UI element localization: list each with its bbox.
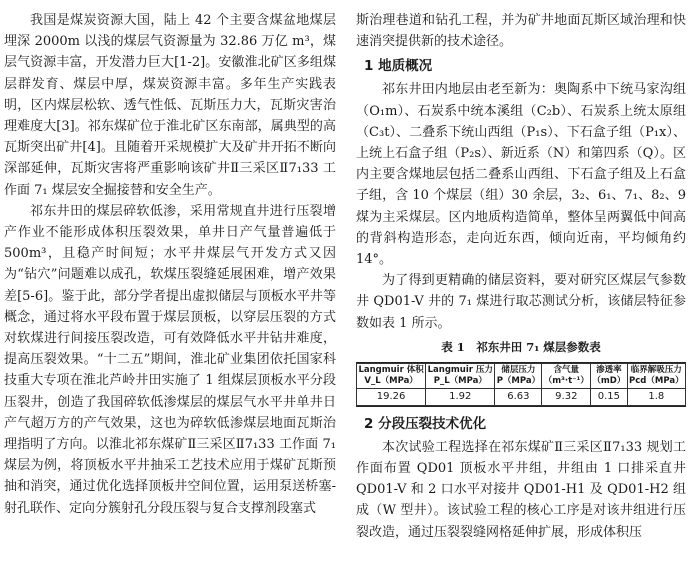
paragraph-table-intro: 为了得到更精确的储层资料，要对研究区煤层气参数井 QD01-V 井的 7₁ 煤进行取芯测试分析，该储层特征参数如表 1 所示。 — [356, 273, 686, 331]
paragraph-background: 祁东井田的煤层碎软低渗，采用常规直井进行压裂增产作业不能形成体积压裂效果，单井日产气量普遍低于 500m³，且稳产时间短；水平井煤层气开发方式又因为“钻穴”问题难以成孔，软煤压裂缝延展困难，增产效果差[5-6]。鉴于此，部分学者提出虚拟储层与顶板水平井等概念，通过将水平段布置于煤层顶板，以穿层压裂的方式对软煤进行间接压裂改造，可有效降低水平井钻井难度，提高压裂效果。“十二五”期间，淮北矿业集团依托国家科技重大专项在淮北芦岭井田实施了 1 组煤层顶板水平分段压裂井，创造了我国碎软低渗煤层的煤层气水平井单井日产气超万方的产气效果，这也为碎软低渗煤层地面瓦斯治理指明了方向。以淮北祁东煤矿Ⅱ三采区Ⅱ7₁33 工作面 7₁ 煤层为例，将顶板水平井抽采工艺技术应用于煤矿瓦斯预抽和消突，通过优化选择顶板井空间位置，运用泵送桥塞-射孔联作、定向分簇射孔分段压裂与复合支撑剂段塞式 — [4, 203, 336, 516]
table-row — [357, 388, 686, 405]
header-critical-desorption-pressure: 临界解吸压力 Pcd（MPa） — [627, 363, 685, 388]
paragraph-geology: 祁东井田内地层由老至新为：奥陶系中下统马家沟组（O₁m）、石炭系中统本溪组（C₂b）、石炭系上统太原组（C₃t）、二叠系下统山西组（P₁s）、下石盒子组（P₁x）、上统上石盒子组（P₂s）、新近系（N）和第四系（Q）。区内主要含煤地层包括二叠系山西组、下石盒子组及上石盒子组，含 10 个煤层（组）30 余层，3₂、6₁、7₁、8₂、9 煤为主采煤层。区内地质构造简单，整体呈两翼低中间高的背斜构造形态，走向近东西，倾向近南，平均倾角约 14°。 — [356, 82, 686, 268]
header-gas-content: 含气量 （m³·t⁻¹） — [542, 363, 591, 388]
left-column — [4, 10, 336, 519]
paragraph-continuation: 斯治理巷道和钻孔工程，并为矿井地面瓦斯区域治理和快速消突提供新的技术途径。 — [356, 13, 686, 50]
header-permeability: 渗透率 （mD） — [591, 363, 627, 388]
paragraph-intro: 我国是煤炭资源大国，陆上 42 个主要含煤盆地煤层埋深 2000m 以浅的煤层气资源量为 32.86 万亿 m³，煤层气资源丰富，开发潜力巨大[1-2]。安徽淮北矿区多组煤层群发育、煤层中厚，煤炭资源丰富。多年生产实践表明，区内煤层松软、透气性低、瓦斯压力大，瓦斯灾害治理难度大[3]。祁东煤矿位于淮北矿区东南部，属典型的高瓦斯突出矿井[4]。且随着开采规模扩大及矿井开拓不断向深部延伸，瓦斯灾害将严重影响该矿井Ⅱ三采区Ⅱ7₁33 工作面 7₁ 煤层安全掘接替和安全生产。 — [4, 13, 336, 198]
right-column — [356, 10, 686, 543]
header-langmuir-pressure: Langmuir 压力 P_L（MPa） — [426, 363, 495, 388]
section-heading-geology: 1 地质概况 — [364, 58, 433, 75]
table-cell: 9.32 — [542, 388, 591, 405]
parameter-table — [356, 363, 686, 406]
table-cell: 19.26 — [357, 388, 426, 405]
table-cell: 0.15 — [591, 388, 627, 405]
table-cell: 1.92 — [426, 388, 495, 405]
section-heading-fracturing: 2 分段压裂技术优化 — [364, 415, 487, 432]
table-caption: 表 1 祁东井田 7₁ 煤层参数表 — [441, 339, 601, 354]
table-cell: 6.63 — [495, 388, 542, 405]
header-langmuir-volume: Langmuir 体积 V_L（MPa） — [357, 363, 426, 388]
table-cell: 1.8 — [627, 388, 685, 405]
table-header-row — [357, 363, 686, 388]
header-reservoir-pressure: 储层压力 P（MPa） — [495, 363, 542, 388]
paragraph-fracturing: 本次试验工程选择在祁东煤矿Ⅱ三采区Ⅱ7₁33 规划工作面布置 QD01 顶板水平井组，井组由 1 口排采直井 QD01-V 和 2 口水平对接井 QD01-H1 及 QD01-H2 组成（W 型井）。该试验工程的核心工序是对该井组进行压裂改造，通过压裂裂缝网格延伸扩展，形成体积压 — [356, 439, 686, 540]
parameter-table-wrapper — [356, 362, 686, 407]
